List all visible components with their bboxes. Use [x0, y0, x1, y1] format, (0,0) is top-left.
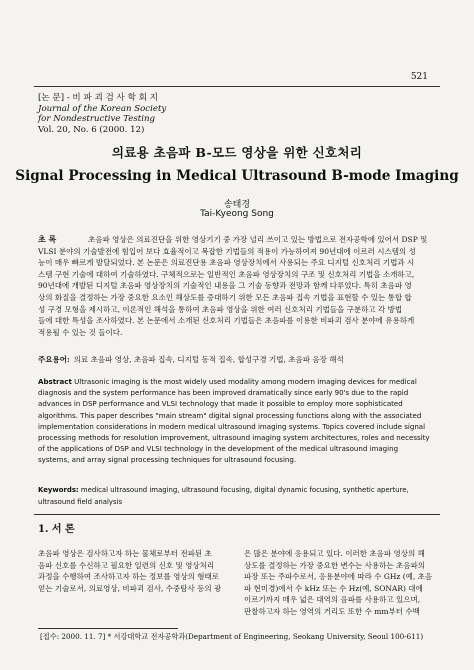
header-rule: [34, 86, 440, 87]
journal-name-line2: for Nondestructive Testing: [38, 114, 156, 125]
keywords-korean: [38, 354, 438, 365]
author-korean: 송태경: [223, 200, 251, 210]
keywords-korean-text: 의료 초음파 영상, 초음파 집속, 디지털 동적 집속, 합성구경 기법, 초음파 음장 해석: [73, 355, 344, 364]
abstract-english-label: Abstract: [38, 377, 72, 386]
paper-type-label: [논 문]: [38, 93, 65, 103]
keywords-korean-label: 주요용어:: [38, 355, 70, 364]
footnote: [접수: 2000. 11. 7] * 서강대학교 전자공학과(Department of Engineering, Seokang University, Seoul 100-611): [40, 632, 424, 641]
journal-korean-line: [38, 93, 166, 104]
author-english: Tai-Kyeong Song: [200, 209, 274, 219]
keywords-english: [38, 484, 438, 508]
body-left-column: 초음파 영상은 검사하고자 하는 물체로부터 전파된 초 음파 신호를 수신하고 필요한 일련의 신호 및 영상처리 과정을 수행하여 조사하고자 하는 정보를 영상의 형태로 얻는 기술로서, 의료영상, 비파괴 검사, 수중탐사 등의 광: [38, 549, 222, 593]
footnote-rule: [38, 628, 178, 629]
keywords-english-label: Keywords:: [38, 486, 79, 494]
abstract-english: [38, 376, 438, 466]
journal-korean-name: - 비 파 괴 검 사 학 회 지: [66, 93, 158, 103]
abstract-korean-label: 초 록: [38, 234, 57, 244]
title-english: Signal Processing in Medical Ultrasound B-mode Imaging: [15, 168, 459, 184]
journal-name-line1: Journal of the Korean Society: [38, 103, 167, 114]
page-number: 521: [410, 72, 428, 82]
abstract-english-text: Ultrasonic imaging is the most widely used modality among modern imaging devices for medical diagnosis and the system performance has been improved dramatically since early 90's due to the rapid advances in DSP performance and VLSI technology that made it possible to employ more sophisticated algorithms. This paper describes "main stream" digital signal processing functions along with the associated implementation considerations in modern medical ultrasound imaging systems. Topics covered include signal processing methods for resolution improvement, ultrasound imaging system architectures, roles and necessity of the applications of DSP and VLSI technology in the development of the medical ultrasound imaging systems, and array signal processing techniques for ultrasound focusing.: [38, 377, 430, 465]
keywords-english-text: medical ultrasound imaging, ultrasound focusing, digital dynamic focusing, synthetic aperture, ultrasound field analysis: [38, 486, 409, 507]
section-divider: [34, 514, 440, 515]
journal-volume: Vol. 20, No. 6 (2000. 12): [38, 124, 145, 135]
body-right-column: 은 많은 분야에 응용되고 있다. 이러한 초음파 영상의 해 상도를 결정하는 가장 중요한 변수는 사용하는 초음파의 파장 또는 주파수로서, 응용분야에 따라 수 GHz (예, 초음 파 현미경)에서 수 kHz 또는 수 Hz(예, SONAR) 대에 이르기까지 매우 넓은 대역의 음파를 사용하고 있으며, 판찰하고자 하는 영역의 거리도 또한 수 mm부터 수백: [244, 549, 433, 616]
section-title: 1. 서 론: [38, 524, 75, 535]
abstract-korean: 초음파 영상은 의료진단을 위한 영상기기 중 가장 널리 쓰이고 있는 방법으로 전자공학에 있어서 DSP 및 VLSI 분야의 기술발전에 힘입어 보다 효율적이고 복잡한 기법들의 적용이 가능하여져 90년대에 이르러 시스템의 성 능이 매우 빠르게 발달되었다. 본 논문은 의료진단용 초음파 영상장치에서 사용되는 주요 디지털 신호처리 기법과 시 스템 구현 기술에 대하여 기술하였다. 구체적으로는 일반적인 초음파 영상장치의 구조 및 신호처리 기법을 소개하고, 90년대에 개발된 디지털 초음파 영상장치의 기술적인 내용을 그 기술 동향과 전망과 함께 다루었다. 특히 초음파 영 상의 화질을 결정하는 가장 중요한 요소인 해상도를 증대하기 위한 모든 초음파 집속 기법을 표현할 수 있는 통합 합 성 구경 모형을 제시하고, 이론적인 해석을 통하여 초음파 영상을 위한 여러 신호처리 기법들을 구분하고 각 방법 들에 대한 특성을 조사하였다. 본 논문에서 소개된 신호처리 기법들은 초음파를 이용한 비파괴 검사 분야에 유용하게 적용될 수 있는 것 들이다.: [38, 235, 428, 337]
journal-info: [38, 93, 166, 135]
title-korean: 의료용 초음파 B-모드 영상을 위한 신호처리: [111, 145, 363, 160]
